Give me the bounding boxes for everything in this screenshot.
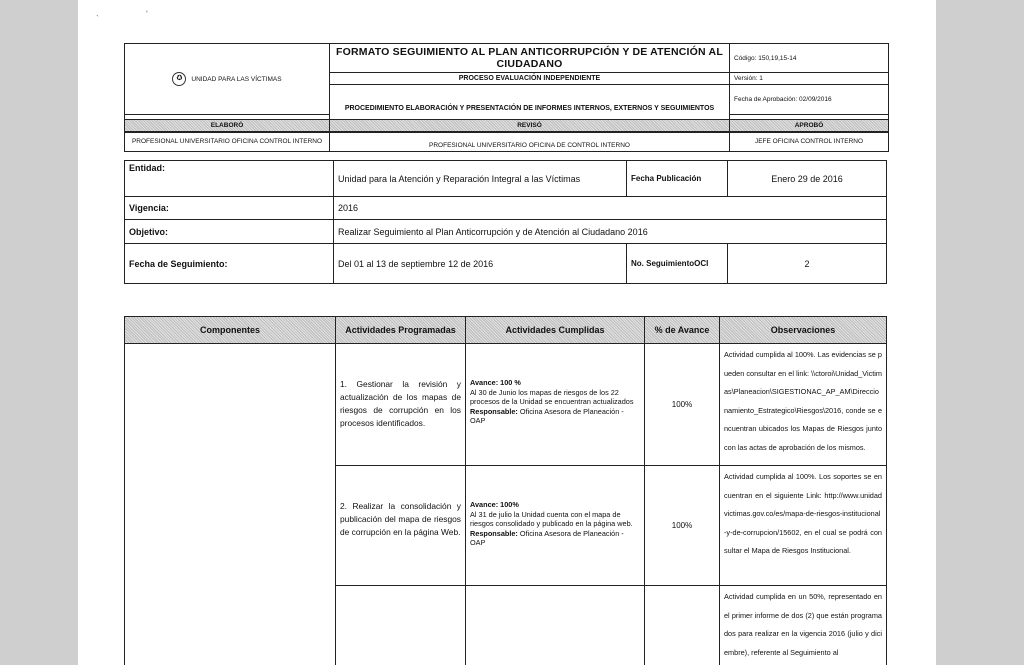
componente-cell bbox=[125, 344, 336, 665]
responsable-value: Oficina Asesora de Planeación - OAP bbox=[470, 528, 624, 547]
col-avance: % de Avance bbox=[645, 317, 720, 344]
col-observaciones: Observaciones bbox=[720, 317, 887, 344]
vigencia-label: Vigencia: bbox=[125, 197, 334, 220]
objetivo-label: Objetivo: bbox=[125, 220, 334, 244]
avance-label: Avance: 100 % bbox=[470, 378, 521, 387]
fecha-seguimiento-value: Del 01 al 13 de septiembre 12 de 2016 bbox=[334, 244, 627, 284]
objetivo-value: Realizar Seguimiento al Plan Anticorrupción y de Atención al Ciudadano 2016 bbox=[334, 220, 887, 244]
avance-pct bbox=[645, 586, 720, 665]
signature-table bbox=[124, 119, 889, 152]
elaboro-label: ELABORÓ bbox=[125, 120, 330, 132]
aprobo-label: APROBÓ bbox=[730, 120, 889, 132]
actividad-cumplida bbox=[466, 586, 645, 665]
fecha-publicacion-label: Fecha Publicación bbox=[627, 161, 728, 197]
document-page bbox=[78, 0, 936, 665]
logo-text: UNIDAD PARA LAS VÍCTIMAS bbox=[191, 75, 282, 83]
cumplida-text: Al 30 de Junio los mapas de riesgos de los 22 procesos de la Unidad se encuentran actualizados bbox=[470, 387, 634, 406]
scan-artifact: ' bbox=[146, 9, 148, 19]
vigencia-value: 2016 bbox=[334, 197, 887, 220]
document-title: FORMATO SEGUIMIENTO AL PLAN ANTICORRUPCIÓN Y DE ATENCIÓN AL CIUDADANO bbox=[330, 44, 730, 73]
responsable-value: Oficina Asesora de Planeación - OAP bbox=[470, 406, 624, 425]
observacion: Actividad cumplida en un 50%, representado en el primer informe de dos (2) que están programados para realizar en la vigencia 2016 (julio y diciembre), referente al Seguimiento al bbox=[720, 586, 887, 665]
avance-label: Avance: 100% bbox=[470, 500, 519, 509]
actividad-cumplida bbox=[466, 466, 645, 586]
responsable-label: Responsable: bbox=[470, 406, 518, 416]
actividad-programada: 2. Realizar la consolidación y publicación del mapa de riesgos de corrupción en la página Web. bbox=[336, 466, 466, 586]
no-seguimiento-label: No. SeguimientoOCI bbox=[627, 244, 728, 284]
activities-table bbox=[124, 316, 887, 665]
observacion: Actividad cumplida al 100%. Las evidencias se pueden consultar en el link: \\ctoroi\Unidad_Victimas\Planeacion\SIGESTIONAC_AP_AM\Direccionamiento_Estrategico\Riesgos\2016, conde se encuentran ubicados los Mapas de Riesgos junto con las actas de aprobación de los mismos. bbox=[720, 344, 887, 466]
reviso-label: REVISÓ bbox=[330, 120, 730, 132]
cumplida-text: Al 31 de julio la Unidad cuenta con el mapa de riesgos consolidado y publicado en la página web. bbox=[470, 509, 633, 528]
coat-of-arms-icon: ✪ bbox=[172, 72, 186, 86]
fecha-aprobacion: Fecha de Aprobación: 02/09/2016 bbox=[730, 85, 889, 115]
avance-pct: 100% bbox=[645, 466, 720, 586]
fecha-publicacion-value: Enero 29 de 2016 bbox=[728, 161, 887, 197]
logo-cell bbox=[125, 44, 330, 115]
entidad-value: Unidad para la Atención y Reparación Integral a las Víctimas bbox=[334, 161, 627, 197]
reviso-value: PROFESIONAL UNIVERSITARIO OFICINA DE CONTROL INTERNO bbox=[330, 132, 730, 152]
entidad-label: Entidad: bbox=[125, 161, 334, 197]
col-actividades-programadas: Actividades Programadas bbox=[336, 317, 466, 344]
avance-pct: 100% bbox=[645, 344, 720, 466]
proceso: PROCESO EVALUACIÓN INDEPENDIENTE bbox=[330, 73, 730, 85]
fecha-seguimiento-label: Fecha de Seguimiento: bbox=[125, 244, 334, 284]
info-table bbox=[124, 160, 887, 284]
version: Versión: 1 bbox=[730, 73, 889, 85]
observacion: Actividad cumplida al 100%. Los soportes se encuentran en el siguiente Link: http://www.unidadvictimas.gov.co/es/mapa-de-riesgos-institucional-y-de-corrupcion/15602, en el cual se podrá consultar el Mapa de Riesgos Institucional. bbox=[720, 466, 887, 586]
actividad-cumplida bbox=[466, 344, 645, 466]
elaboro-value: PROFESIONAL UNIVERSITARIO OFICINA CONTROL INTERNO bbox=[125, 132, 330, 152]
procedimiento: PROCEDIMIENTO ELABORACIÓN Y PRESENTACIÓN DE INFORMES INTERNOS, EXTERNOS Y SEGUIMIENTOS bbox=[330, 85, 730, 133]
responsable-label: Responsable: bbox=[470, 528, 518, 538]
codigo: Código: 150,19,15-14 bbox=[730, 44, 889, 73]
col-componentes: Componentes bbox=[125, 317, 336, 344]
actividad-programada bbox=[336, 586, 466, 665]
no-seguimiento-value: 2 bbox=[728, 244, 887, 284]
col-actividades-cumplidas: Actividades Cumplidas bbox=[466, 317, 645, 344]
aprobo-value: JEFE OFICINA CONTROL INTERNO bbox=[730, 132, 889, 152]
actividad-programada: 1. Gestionar la revisión y actualización de los mapas de riesgos de corrupción en los procesos identificados. bbox=[336, 344, 466, 466]
table-row bbox=[125, 344, 887, 466]
scan-artifact: ` bbox=[96, 14, 99, 24]
